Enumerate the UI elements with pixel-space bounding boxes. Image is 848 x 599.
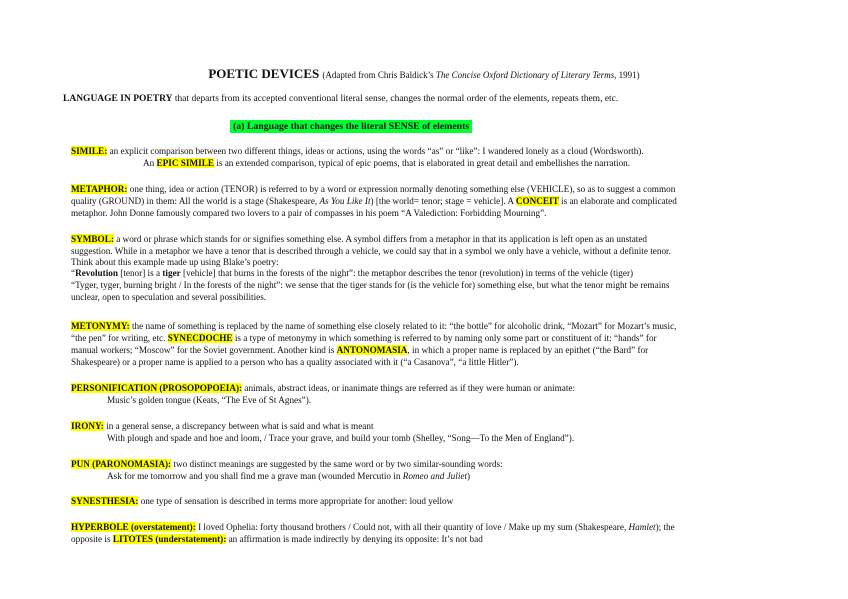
hyperbole-text-2b: an affirmation is made indirectly by denying its opposite: It’s not bad [226,534,483,544]
title-adapted-prefix: (Adapted from Chris Baldick’s [322,70,436,80]
hyperbole-text-1b: ); the [655,522,675,532]
litotes-term: LITOTES (understatement): [112,534,227,544]
metaphor-text-2a: quality (GROUND) in them: All the world is a stage (Shakespeare, [71,196,320,206]
synesthesia-text: one type of sensation is described in terms more appropriate for another: loud yellow [138,496,454,506]
language-in-poetry-term: LANGUAGE IN POETRY [63,94,173,104]
simile-line [71,146,644,157]
symbol-tiger: tiger [162,268,181,278]
hyperbole-text-1a: I loved Ophelia: forty thousand brothers / Could not, with all their quantity of love / Make up my sum (Shakespeare, [195,522,629,532]
metonymy-line-1 [71,321,676,332]
hyperbole-line-2 [71,534,483,545]
metaphor-line-2 [71,196,677,207]
personification-text: animals, abstract ideas, or inanimate things are referred as if they were human or animate: [242,383,576,393]
section-a-heading: (a) Language that changes the literal SENSE of elements [230,120,472,133]
symbol-text-1: a word or phrase which stands for or signifies something else. A symbol differs from a metaphor in that its application is left open as an unstated [113,234,647,244]
title-adapted-book: The Concise Oxford Dictionary of Literary Terms [435,70,615,80]
metaphor-line-1 [71,184,675,195]
hyperbole-text-2a: opposite is [71,534,113,544]
synesthesia-line [71,496,453,507]
epic-simile-term: EPIC SIMILE [156,158,214,168]
irony-example: With plough and spade and hoe and loom, / Trace your grave, and build your tomb (Shelley, “Song—To the Men of England”). [107,433,575,443]
pun-term: PUN (PARONOMASIA): [71,459,172,469]
irony-line [71,421,374,432]
hyperbole-play-title: Hamlet [628,522,656,532]
epic-simile-prefix: An [143,158,157,168]
page-title [0,66,848,83]
symbol-line-1 [71,234,647,245]
hyperbole-line-1 [71,522,675,533]
pun-play-title: Romeo and Juliet [402,471,468,481]
personification-line [71,383,575,394]
metaphor-text-2b: ) [the world= tenor; stage = vehicle]. A [370,196,516,206]
synesthesia-term: SYNESTHESIA: [71,496,139,506]
epic-simile-line [143,158,630,169]
metaphor-play-title: As You Like It [319,196,371,206]
symbol-line-5: “Tyger, tyger, burning bright / In the forests of the night”: we sense that the tiger stands for (is the vehicle for) something else, but what the tenor might be remains [71,280,670,290]
symbol-revolution: Revolution [75,268,118,278]
metonymy-line-2 [71,333,657,344]
simile-text: an explicit comparison between two different things, ideas or actions, using the words “as” or “like”: I wandered lonely as a cloud (Wordsworth). [107,146,644,156]
metonymy-text-2a: “the pen” for writing, etc. [71,333,168,343]
symbol-line-4 [71,268,633,279]
metonymy-text-3a: manual workers; “Moscow” for the Soviet government. Another kind is [71,345,337,355]
symbol-quote-open: “ [71,268,76,278]
irony-text: in a general sense, a discrepancy between what is said and what is meant [103,421,374,431]
hyperbole-term: HYPERBOLE (overstatement): [71,522,196,532]
metonymy-text-1: the name of something is replaced by the name of something else closely related to it: “the bottle” for alcoholic drink, “Mozart” for Mozart’s music, [129,321,677,331]
symbol-term: SYMBOL: [71,234,114,244]
title-main: POETIC DEVICES [208,66,320,81]
symbol-line-3: Think about this example made up using Blake’s poetry: [71,257,279,267]
symbol-line-2: suggestion. While in a metaphor we have a tenor that is described through a vehicle, we could say that in a symbol we only have a vehicle, without a definite tenor. [71,246,671,256]
metaphor-text-1: one thing, idea or action (TENOR) is referred to by a word or expression normally denoting something else (VEHICLE), so as to suggest a common [127,184,676,194]
metaphor-term: METAPHOR: [71,184,128,194]
metaphor-text-2c: is an elaborate and complicated [558,196,677,206]
pun-text: two distinct meanings are suggested by the same word or by two similar-sounding words: [171,459,503,469]
simile-term: SIMILE: [71,146,108,156]
pun-example-text: Ask for me tomorrow and you shall find me a grave man (wounded Mercutio in [107,471,403,481]
metonymy-term: METONYMY: [71,321,130,331]
antonomasia-term: ANTONOMASIA [336,345,408,355]
title-adapted-suffix: , 1991) [614,70,640,80]
symbol-text-4b: [tenor] is a [117,268,163,278]
language-in-poetry-text: that departs from its accepted conventional literal sense, changes the normal order of the elements, repeats them, etc. [172,94,619,104]
language-in-poetry [63,94,618,105]
metaphor-line-3: metaphor. John Donne famously compared two lovers to a pair of compasses in his poem “A Valediction: Forbidding Mourning”. [71,208,547,218]
pun-line [71,459,503,470]
conceit-term: CONCEIT [515,196,559,206]
metonymy-line-4: Shakespeare) or a proper name is applied to a person who has a quality associated with it (“a Casanova”, “a little Hitler”). [71,357,519,367]
pun-example-close: ) [467,471,471,481]
symbol-text-4c: [vehicle] that burns in the forests of the night”: the metaphor describes the tenor (revolution) in terms of the vehicle (tiger) [180,268,634,278]
synecdoche-term: SYNECDOCHE [167,333,233,343]
epic-simile-text: is an extended comparison, typical of epic poems, that is elaborated in great detail and embellishes the narration. [213,158,631,168]
irony-term: IRONY: [71,421,104,431]
metonymy-text-3b: , in which a proper name is replaced by an epithet (“the Bard” for [407,345,649,355]
personification-example: Music’s golden tongue (Keats, “The Eve of St Agnes”). [107,395,312,405]
pun-example [107,471,470,482]
metonymy-text-2b: is a type of metonymy in which something is referred to by naming only some part or constituent of it: “hands” for [232,333,657,343]
metonymy-line-3 [71,345,648,356]
personification-term: PERSONIFICATION (PROSOPOPOEIA): [71,383,243,393]
symbol-line-6: unclear, open to speculation and several possibilities. [71,292,267,302]
